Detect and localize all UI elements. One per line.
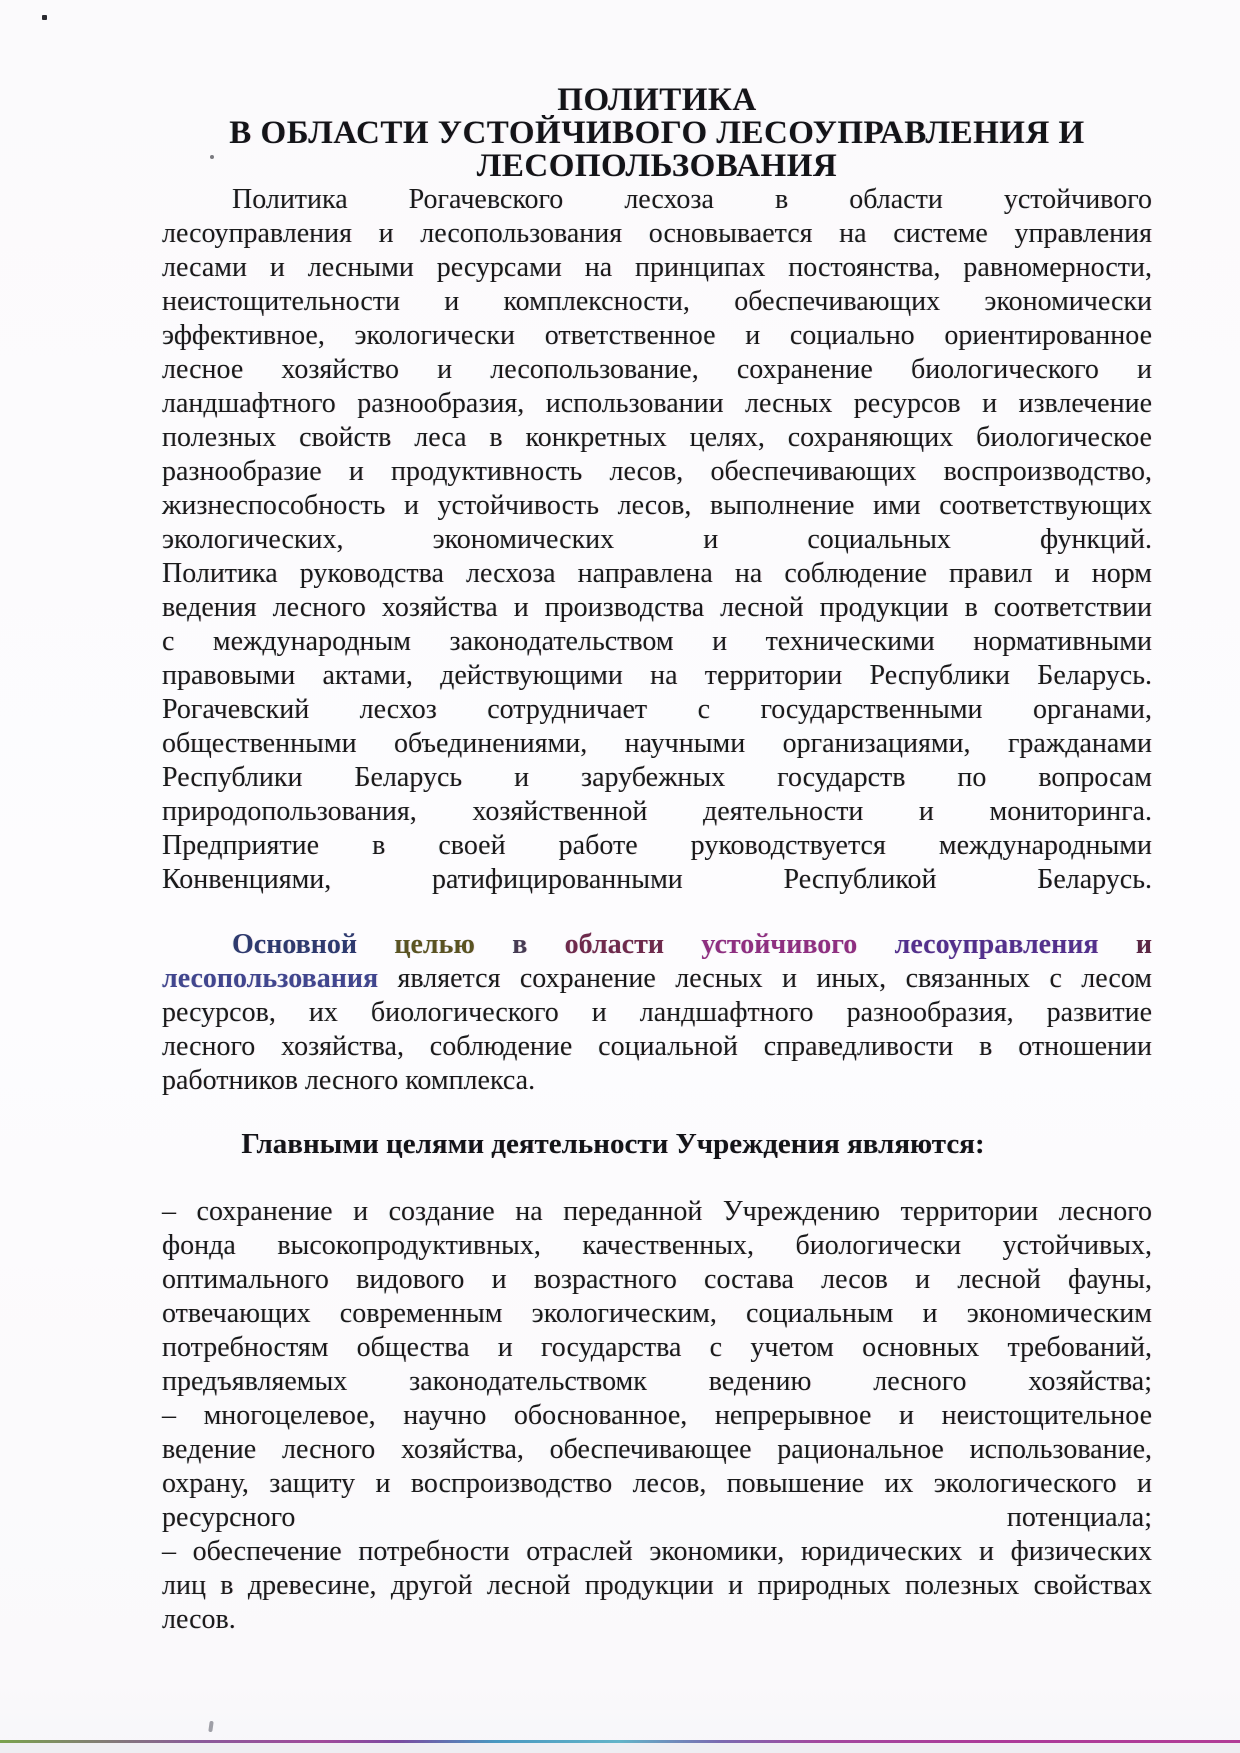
text-line (162, 285, 1152, 319)
text-line (162, 863, 1152, 897)
text-segment: лесоуправления и лесопользования основывается на системе управления (162, 218, 1152, 249)
paragraph-main-goal (162, 928, 1152, 1098)
title-line-3: ЛЕСОПОЛЬЗОВАНИЯ (476, 148, 838, 184)
text-line (162, 183, 1152, 217)
text-line (162, 217, 1152, 251)
colored-phrase-word: и (1135, 929, 1152, 960)
colored-phrase-word: в (512, 929, 528, 960)
text-line (162, 1297, 1152, 1331)
text-segment: полезных свойств леса в конкретных целях, сохраняющих биологическое (162, 422, 1152, 453)
text-line (162, 421, 1152, 455)
text-line (162, 1365, 1152, 1399)
text-segment: эффективное, экологически ответственное и социально ориентированное (162, 320, 1152, 351)
text-segment: лесами и лесными ресурсами на принципах постоянства, равномерности, (162, 252, 1152, 283)
text-line (162, 1603, 1152, 1637)
scan-edge-shadow (0, 1743, 1240, 1753)
text-line (162, 962, 1152, 996)
text-segment: Республики Беларусь и зарубежных государств по вопросам (162, 762, 1152, 793)
text-segment: Рогачевский лесхоз сотрудничает с государственными органами, (162, 694, 1152, 725)
text-line (162, 1263, 1152, 1297)
text-segment: – многоцелевое, научно обоснованное, непрерывное и неистощительное (162, 1400, 1152, 1431)
text-segment: лесов. (162, 1604, 236, 1635)
text-line (162, 1064, 1152, 1098)
text-segment: Конвенциями, ратифицированными Республикой Беларусь. (162, 864, 1152, 895)
text-segment: общественными объединениями, научными организациями, гражданами (162, 728, 1152, 759)
goals-list (162, 1195, 1152, 1637)
text-segment: ведение лесного хозяйства, обеспечивающее рациональное использование, (162, 1434, 1152, 1465)
text-segment: охрану, защиту и воспроизводство лесов, повышение их экологического и (162, 1468, 1152, 1499)
text-segment: отвечающих современным экологическим, социальным и экономическим (162, 1298, 1152, 1329)
text-line (162, 455, 1152, 489)
document-title (162, 84, 1152, 183)
text-segment: правовыми актами, действующими на территории Республики Беларусь. (162, 660, 1152, 691)
text-line (162, 251, 1152, 285)
text-line (162, 625, 1152, 659)
text-line (162, 659, 1152, 693)
goals-section-heading: Главными целями деятельности Учреждения являются: (241, 1128, 985, 1160)
text-line (162, 489, 1152, 523)
text-segment: лиц в древесине, другой лесной продукции и природных полезных свойствах (162, 1570, 1152, 1601)
text-line (162, 1433, 1152, 1467)
text-line (162, 1501, 1152, 1535)
text-line (162, 1229, 1152, 1263)
text-line (162, 1535, 1152, 1569)
text-segment: работников лесного комплекса. (162, 1065, 536, 1096)
text-line (162, 795, 1152, 829)
text-line (162, 387, 1152, 421)
text-segment: – обеспечение потребности отраслей экономики, юридических и физических (162, 1536, 1152, 1567)
text-line (162, 557, 1152, 591)
text-segment: предъявляемых законодательствомк ведению лесного хозяйства; (162, 1366, 1152, 1397)
text-segment: – сохранение и создание на переданной Учреждению территории лесного (162, 1196, 1152, 1227)
text-segment: лесного хозяйства, соблюдение социальной справедливости в отношении (162, 1031, 1152, 1062)
text-line (162, 693, 1152, 727)
text-segment: Политика руководства лесхоза направлена на соблюдение правил и норм (162, 558, 1152, 589)
text-line (162, 928, 1152, 962)
text-segment: жизнеспособность и устойчивость лесов, выполнение ими соответствующих (162, 490, 1152, 521)
title-line-2: В ОБЛАСТИ УСТОЙЧИВОГО ЛЕСОУПРАВЛЕНИЯ И (229, 115, 1085, 151)
text-segment: ведения лесного хозяйства и производства лесной продукции в соответствии (162, 592, 1152, 623)
colored-phrase-word: лесоуправления (894, 929, 1099, 960)
text-line (162, 1195, 1152, 1229)
text-segment: Предприятие в своей работе руководствуется международными (162, 830, 1152, 861)
scan-speck-top-left (42, 15, 47, 20)
colored-phrase-word: области (564, 929, 664, 960)
colored-phrase-word: лесопользования (162, 963, 379, 994)
text-line (162, 996, 1152, 1030)
text-segment: разнообразие и продуктивность лесов, обеспечивающих воспроизводство, (162, 456, 1152, 487)
text-line (162, 1331, 1152, 1365)
title-line-1: ПОЛИТИКА (557, 82, 757, 118)
text-line (162, 1569, 1152, 1603)
text-line (162, 761, 1152, 795)
text-segment: неистощительности и комплексности, обеспечивающих экономически (162, 286, 1152, 317)
text-line (162, 1467, 1152, 1501)
text-segment: ландшафтного разнообразия, использовании лесных ресурсов и извлечение (162, 388, 1152, 419)
colored-phrase-word: целью (394, 929, 475, 960)
text-line (162, 829, 1152, 863)
text-line (162, 523, 1152, 557)
text-segment: ресурсного потенциала; (162, 1502, 1152, 1533)
text-segment: оптимального видового и возрастного состава лесов и лесной фауны, (162, 1264, 1152, 1295)
document-body (162, 84, 1152, 1637)
text-line (162, 319, 1152, 353)
text-line (162, 591, 1152, 625)
text-segment: экологических, экономических и социальных функций. (162, 524, 1152, 555)
text-segment: Политика Рогачевского лесхоза в области устойчивого (232, 184, 1152, 215)
scan-speck-bottom (208, 1721, 213, 1732)
text-segment: потребностям общества и государства с учетом основных требований, (162, 1332, 1152, 1363)
paragraph-policy-statement (162, 183, 1152, 897)
text-line (162, 353, 1152, 387)
text-line (162, 1399, 1152, 1433)
text-segment: лесное хозяйство и лесопользование, сохранение биологического и (162, 354, 1152, 385)
text-segment: фонда высокопродуктивных, качественных, биологически устойчивых, (162, 1230, 1152, 1261)
text-line (162, 1030, 1152, 1064)
colored-phrase-word: устойчивого (701, 929, 858, 960)
text-line (162, 727, 1152, 761)
text-segment: природопользования, хозяйственной деятельности и мониторинга. (162, 796, 1152, 827)
colored-phrase-word: Основной (232, 929, 358, 960)
text-segment: с международным законодательством и техническими нормативными (162, 626, 1152, 657)
text-segment: является сохранение лесных и иных, связанных с лесом (397, 963, 1153, 994)
text-segment: ресурсов, их биологического и ландшафтного разнообразия, развитие (162, 997, 1152, 1028)
